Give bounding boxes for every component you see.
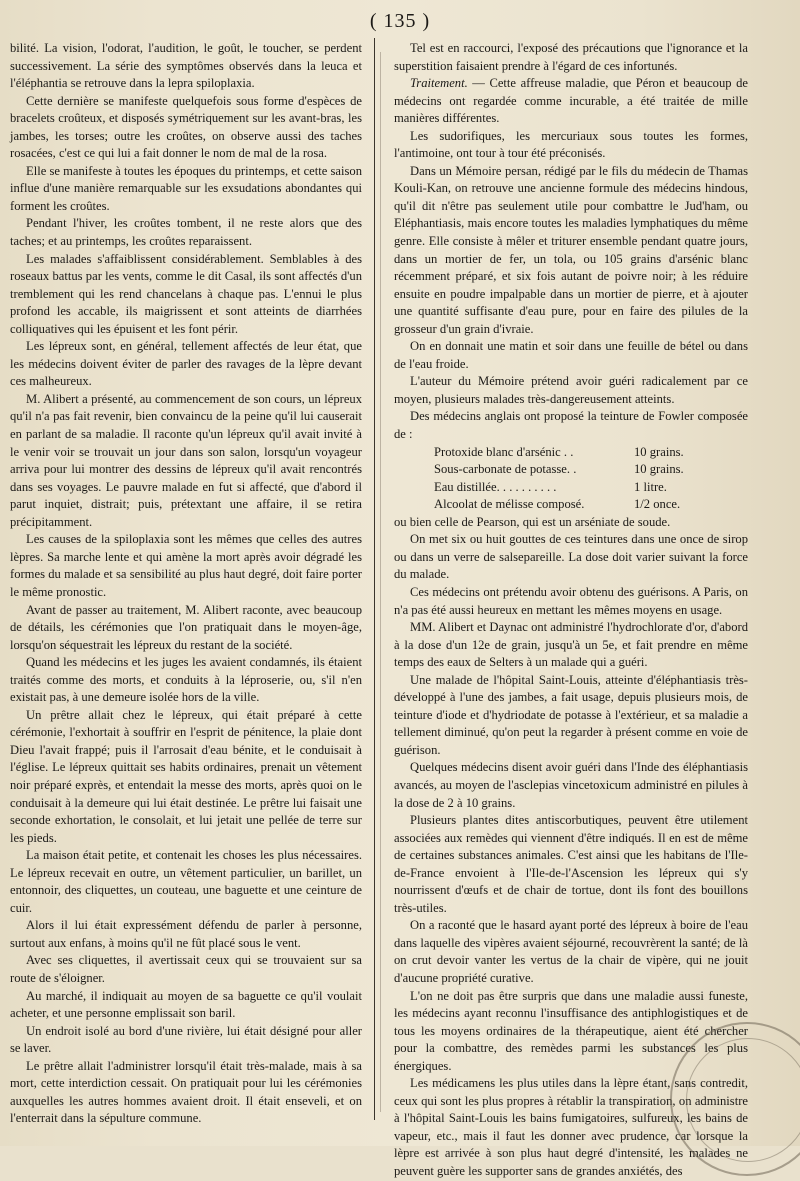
traitement-paragraph <box>394 75 748 128</box>
paragraph: Les causes de la spiloplaxia sont les mêmes que celles des autres lèpres. Sa marche lente et qui amène la mort après avoir dégradé les formes du malade et sa sensibilité au plus haut degré, doit faire porter le même pronostic. <box>10 532 362 599</box>
paragraph: Ces médecins ont prétendu avoir obtenu des guérisons. A Paris, on n'a pas été aussi heureux en mettant les mêmes moyens en usage. <box>394 584 748 617</box>
paragraph: Tel est en raccourci, l'exposé des précautions que l'ignorance et la superstition faisaient prendre à l'égard de ces infortunés. <box>394 41 748 73</box>
paragraph: Les lépreux sont, en général, tellement affectés de leur état, que les médecins doivent éviter de parler des ravages de la lèpre devant ces malheureux. <box>10 339 362 389</box>
left-column <box>10 40 362 1128</box>
recipe-row <box>434 461 748 479</box>
paragraph: Pendant l'hiver, les croûtes tombent, il ne reste alors que des taches; et au printemps, les croûtes reparaissent. <box>10 216 362 249</box>
paragraph: Un prêtre allait chez le lépreux, qui était préparé à cette cérémonie, l'exhortait à souffrir en l'esprit de pénitence, la plaie dont Dieu l'avait frappé; puis il l'arrosait d'eau bénite, et le conduisait à l'église. Le lépreux quittait ses habits ordinaires, prenait un vêtement noir préparé exprès, et entendait la messe des morts, après quoi on le conduisait à la demeure qui lui était destinée. Le prêtre lui faisait une seconde exhortation, le consolait, et lui jetait une pellée de terre sur les pieds. <box>10 707 362 845</box>
paragraph: Les sudorifiques, les mercuriaux sous toutes les formes, l'antimoine, ont tour à tour été préconisés. <box>394 128 748 161</box>
recipe-row <box>434 444 748 462</box>
paragraph: Plusieurs plantes dites antiscorbutiques, peuvent être utilement associées aux remèdes qui viennent d'être indiqués. Il en est de même de certaines substances animales. C'est ainsi que les habitans de l'Ile-de-France envoient à l'Ile-de-l'Ascension les lépreux qui s'y nourrissent d'œufs et de chair de tortue, dont ils font des bouillons très-utiles. <box>394 813 748 915</box>
paragraph: Les malades s'affaiblissent considérablement. Semblables à des roseaux battus par les vents, comme le dit Casal, ils sont affectés d'un tremblement qui les rend chancelans à chaque pas. L'ennui le plus profond les accable, ils maigrissent et sont atteints de diarrhées colliquatives qui les épuisent et les font périr. <box>10 251 362 336</box>
recipe-dose: 10 grains. <box>634 444 684 459</box>
paragraph: On en donnait une matin et soir dans une feuille de bétel ou dans de l'eau froide. <box>394 339 748 371</box>
recipe-ingredient: Alcoolat de mélisse composé. <box>434 497 585 512</box>
paragraph: On met six ou huit gouttes de ces teintures dans une once de sirop ou dans un verre de salsepareille. La dose doit varier suivant la force du malade. <box>394 532 748 582</box>
recipe-table <box>394 444 748 514</box>
paragraph: Alors il lui était expressément défendu de parler à personne, surtout aux enfans, à moins qu'il ne fût placé sous le vent. <box>10 918 362 950</box>
paragraph: Elle se manifeste à toutes les époques du printemps, et cette saison influe d'une manière remarquable sur les exsudations abondantes qui forment les croûtes. <box>10 163 362 213</box>
recipe-ingredient: Protoxide blanc d'arsénic . . <box>434 444 574 459</box>
paragraph: ou bien celle de Pearson, qui est un arséniate de soude. <box>394 514 671 529</box>
paragraph: Avant de passer au traitement, M. Alibert raconte, avec beaucoup de détails, les cérémonies que l'on pratiquait dans le moyen-âge, lorsqu'on séquestrait les lépreux du restant de la société. <box>10 602 362 652</box>
paragraph: Une malade de l'hôpital Saint-Louis, atteinte d'éléphantiasis très-développé à l'une des jambes, a fait usage, depuis plusieurs mois, de teinture d'iode et d'hydriodate de potasse à l'extérieur, et sa maladie a tellement diminué, qu'on peut la regarder à présent comme en voie de guérison. <box>394 672 748 757</box>
paragraph: L'auteur du Mémoire prétend avoir guéri radicalement par ce moyen, plusieurs malades très-dangereusement atteints. <box>394 374 748 406</box>
recipe-dose: 1 litre. <box>634 479 667 494</box>
paragraph: Quelques médecins disent avoir guéri dans l'Inde des éléphantiasis avancés, au moyen de l'asclepias vincetoxicum administré en pilules à la dose de 2 à 10 grains. <box>394 760 748 810</box>
paragraph: MM. Alibert et Daynac ont administré l'hydrochlorate d'or, d'abord à la dose d'un 12e de grain, jusqu'à un 5e, et fait prendre en même temps des eaux de Selters à un malade qui a guéri. <box>394 620 748 670</box>
paragraph: M. Alibert a présenté, au commencement de son cours, un lépreux qu'il n'a pas fait revenir, bien convaincu de la peine qu'il lui causerait en parlant de sa maladie. Il raconte qu'un lépreux qu'il avait invité à le venir voir se trouvait un jour dans son salon, lorsqu'un voyageur arriva pour lui montrer des dessins de lépreux qu'il avait rencontrés dans ses voyages. Le pauvre malade en fut si affecté, que d'abord il parut inquiet, distrait; puis, prétextant une affaire, il se retira précipitamment. <box>10 391 362 529</box>
paragraph: On a raconté que le hasard ayant porté des lépreux à boire de l'eau dans laquelle des vipères avaient séjourné, recouvrèrent la santé; de là on crut devoir vanter les vertus de la chair de vipère, qui ne jouit d'aucune propriété curative. <box>394 918 748 985</box>
paragraph: Dans un Mémoire persan, rédigé par le fils du médecin de Thamas Kouli-Kan, on retrouve une ancienne formule des médecins hindous, qu'il dit n'être pas seulement utile pour combattre le Jud'ham, ou Eléphantiasis, mais encore toutes les maladies lymphatiques du même genre. Elle consiste à mêler et triturer ensemble pendant quatre jours, dans un mortier de fer, un tola, ou 105 grains d'arsénic blanc récemment préparé, et six fois autant de poivre noir; à les réduire ensuite en poudre impalpable dans un mortier de pierre, et à ajouter une quantité suffisante d'eau pure, pour en faire des pilules de la grosseur d'un grain d'ivraie. <box>394 163 748 336</box>
paragraph: Quand les médecins et les juges les avaient condamnés, ils étaient traités comme des morts, et conduits à la léproserie, ou, s'il n'en existait pas, à une demeure isolée hors de la ville. <box>10 655 362 705</box>
recipe-dose: 1/2 once. <box>634 497 681 512</box>
recipe-row <box>434 496 748 514</box>
paragraph-group <box>394 128 748 444</box>
library-stamp-inner <box>686 1038 800 1162</box>
paragraph: Un endroit isolé au bord d'une rivière, lui était désigné pour aller se laver. <box>10 1023 362 1056</box>
recipe-row <box>434 479 748 497</box>
right-column <box>394 40 748 1181</box>
paragraph: Au marché, il indiquait au moyen de sa baguette ce qu'il voulait acheter, et une personne emplissait son baril. <box>10 988 362 1021</box>
paragraph: Cette dernière se manifeste quelquefois sous forme d'espèces de bracelets croûteux, et disposés symétriquement sur les avant-bras, les jambes, les torses; outre les croûtes, on observe aussi des taches rosacées, c'est ce qui lui a fait donner le nom de mal de la rosa. <box>10 93 362 161</box>
recipe-ingredient: Sous-carbonate de potasse. . <box>434 462 577 477</box>
recipe-dose: 10 grains. <box>634 462 684 477</box>
paragraph: Avec ses cliquettes, il avertissait ceux qui se trouvaient sur sa route de s'éloigner. <box>10 953 362 985</box>
traitement-heading: Traitement. <box>410 76 468 91</box>
traitement-text: — Cette affreuse maladie, que Péron et beaucoup de médecins ont regardée comme incurable, a été traitée de mille manières différentes. <box>394 76 749 126</box>
paragraph: Des médecins anglais ont proposé la teinture de Fowler composée de : <box>394 409 748 442</box>
column-divider-shadow <box>380 52 381 1112</box>
column-divider <box>374 38 375 1120</box>
paragraph: Les médicamens les plus utiles dans la lèpre étant, sans contredit, ceux qui sont les plus propres à rétablir la transpiration, on administre à l'hôpital Saint-Louis les bains fumigatoires, sulfureux, les bains de vapeur, etc., mais il faut les donner avec prudence, car lorsque la lèpre est arrivée à son plus haut degré d'intensité, les malades ne peuvent guère les supporter sans de grandes anxiétés, des <box>394 1076 748 1178</box>
page-number: ( 135 ) <box>369 10 431 32</box>
paragraph: L'on ne doit pas être surpris que dans une maladie aussi funeste, les médecins ayant reconnu l'insuffisance des antiphlogistiques et de tous les moyens ordinaires de la thérapeutique, aient été chercher pour la combattre, des remèdes parmi les substances les plus énergiques. <box>394 988 748 1073</box>
paragraph: Le prêtre allait l'administrer lorsqu'il était très-malade, mais à sa mort, cette interdiction cessait. On pratiquait pour lui les cérémonies auxquelles les autres hommes avaient droit. Il était enseveli, et on l'enterrait dans la sépulture commune. <box>10 1058 362 1126</box>
paragraph: bilité. La vision, l'odorat, l'audition, le goût, le toucher, se perdent successivement. La série des symptômes observés dans la leuca et l'éléphantia se retrouve dans la lepra spiloplaxia. <box>10 41 362 91</box>
paragraph: La maison était petite, et contenait les choses les plus nécessaires. Le lépreux recevait en outre, un vêtement particulier, un barillet, un entonnoir, des cliquettes, un couteau, une baguette et une ceinture de cuir. <box>10 848 362 915</box>
recipe-ingredient: Eau distillée. . . . . . . . . . <box>434 479 557 494</box>
